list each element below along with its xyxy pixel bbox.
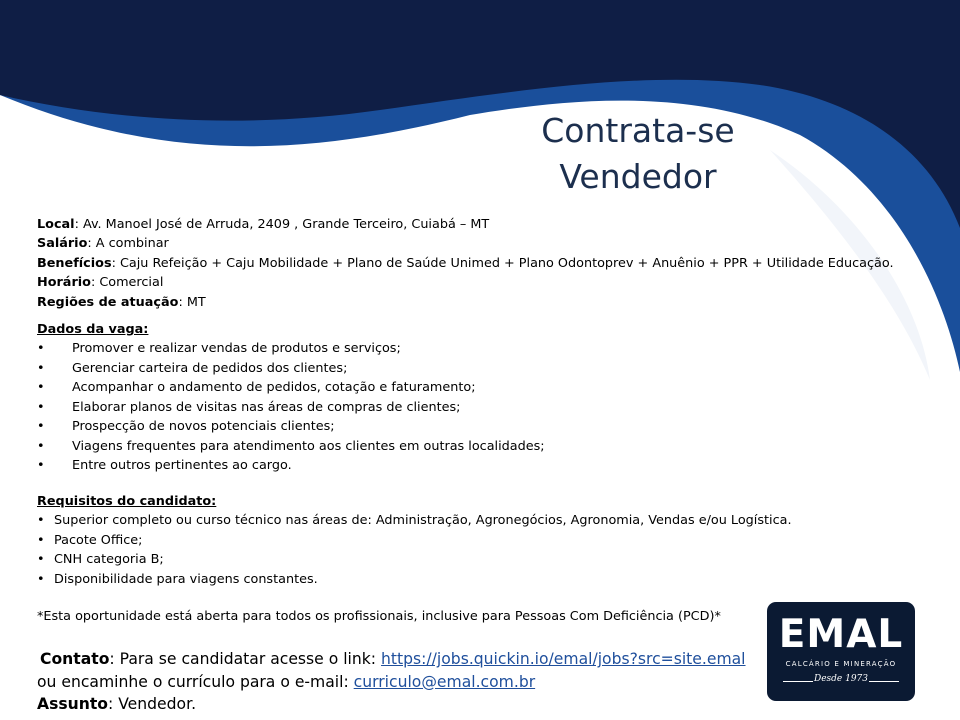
bullet-icon: •	[37, 399, 45, 415]
horario-value: : Comercial	[90, 275, 164, 291]
requirements-section	[37, 492, 792, 589]
subject-line	[37, 693, 746, 716]
bullet-icon: •	[37, 438, 45, 454]
info-regioes	[37, 293, 894, 312]
job-info	[37, 215, 894, 312]
duties-list	[37, 339, 545, 476]
bullet-icon: •	[37, 341, 45, 356]
contact-section	[37, 648, 746, 716]
duty-item	[37, 378, 545, 398]
duty-text: Gerenciar carteira de pedidos dos clientes;	[72, 360, 348, 376]
contact-text: : Para se candidatar acesse o link:	[109, 650, 382, 668]
beneficios-value: : Caju Refeição + Caju Mobilidade + Plano de Saúde Unimed + Plano Odontoprev + Anuênio + PPR + Utilidade Educação.	[111, 255, 894, 271]
info-beneficios	[37, 254, 894, 273]
horario-label: Horário	[37, 275, 91, 291]
duty-item	[37, 417, 545, 437]
requirements-list	[37, 511, 792, 589]
requirement-text: Pacote Office;	[54, 532, 143, 548]
duty-text: Viagens frequentes para atendimento aos clientes em outras localidades;	[72, 438, 545, 454]
company-logo	[767, 602, 915, 701]
email-text: ou encaminhe o currículo para o e-mail:	[37, 672, 354, 691]
requirement-text: Superior completo ou curso técnico nas áreas de: Administração, Agronegócios, Agronomia, Vendas e/ou Logística.	[54, 513, 792, 528]
duty-text: Elaborar planos de visitas nas áreas de compras de clientes;	[72, 399, 461, 415]
local-value: : Av. Manoel José de Arruda, 2409 , Grande Terceiro, Cuiabá – MT	[74, 217, 490, 232]
requirement-item	[37, 550, 792, 570]
requirement-item	[37, 531, 792, 551]
salario-value: : A combinar	[87, 236, 169, 252]
duty-item	[37, 359, 545, 379]
subject-label: Assunto	[37, 695, 109, 713]
duty-item	[37, 437, 545, 457]
pcd-note: *Esta oportunidade está aberta para todos os profissionais, inclusive para Pessoas Com Deficiência (PCD)*	[37, 609, 721, 624]
logo-since: Desde 1973	[813, 674, 868, 684]
duty-text: Promover e realizar vendas de produtos e serviços;	[72, 341, 401, 356]
duty-text: Entre outros pertinentes ao cargo.	[72, 458, 292, 473]
bullet-icon: •	[37, 552, 45, 567]
contact-line	[37, 648, 746, 671]
bullet-icon: •	[37, 360, 45, 376]
info-local	[37, 215, 894, 234]
bullet-icon: •	[37, 571, 45, 587]
duties-title: Dados da vaga:	[37, 322, 149, 337]
bullet-icon: •	[37, 380, 45, 395]
salario-label: Salário	[37, 236, 88, 252]
duties-section	[37, 320, 545, 476]
title-line-1: Contrata-se	[541, 111, 735, 150]
duty-item	[37, 456, 545, 476]
contact-label: Contato	[40, 650, 110, 668]
regioes-label: Regiões de atuação	[37, 294, 179, 310]
subject-value: : Vendedor.	[108, 695, 197, 713]
bullet-icon: •	[37, 532, 45, 548]
local-label: Local	[37, 217, 75, 232]
duty-text: Acompanhar o andamento de pedidos, cotação e faturamento;	[72, 380, 476, 395]
requirement-text: CNH categoria B;	[54, 552, 164, 567]
page-title	[508, 108, 768, 200]
requirement-text: Disponibilidade para viagens constantes.	[54, 571, 318, 587]
logo-mark: EMAL	[778, 612, 904, 657]
bullet-icon: •	[37, 419, 45, 434]
job-link[interactable]: https://jobs.quickin.io/emal/jobs?src=site.emal	[381, 650, 746, 668]
duty-item	[37, 339, 545, 359]
email-line	[37, 671, 746, 694]
email-link[interactable]: curriculo@emal.com.br	[353, 672, 536, 691]
requirement-item	[37, 570, 792, 590]
bullet-icon: •	[37, 458, 45, 473]
info-salario	[37, 234, 894, 253]
beneficios-label: Benefícios	[37, 255, 112, 271]
requirements-title: Requisitos do candidato:	[37, 494, 217, 509]
requirement-item	[37, 511, 792, 531]
bullet-icon: •	[37, 513, 45, 528]
regioes-value: : MT	[178, 294, 206, 310]
duty-text: Prospecção de novos potenciais clientes;	[72, 419, 335, 434]
title-line-2: Vendedor	[559, 157, 717, 196]
logo-subtitle: CALCÁRIO E MINERAÇÃO	[785, 660, 897, 668]
duty-item	[37, 398, 545, 418]
info-horario	[37, 273, 894, 292]
